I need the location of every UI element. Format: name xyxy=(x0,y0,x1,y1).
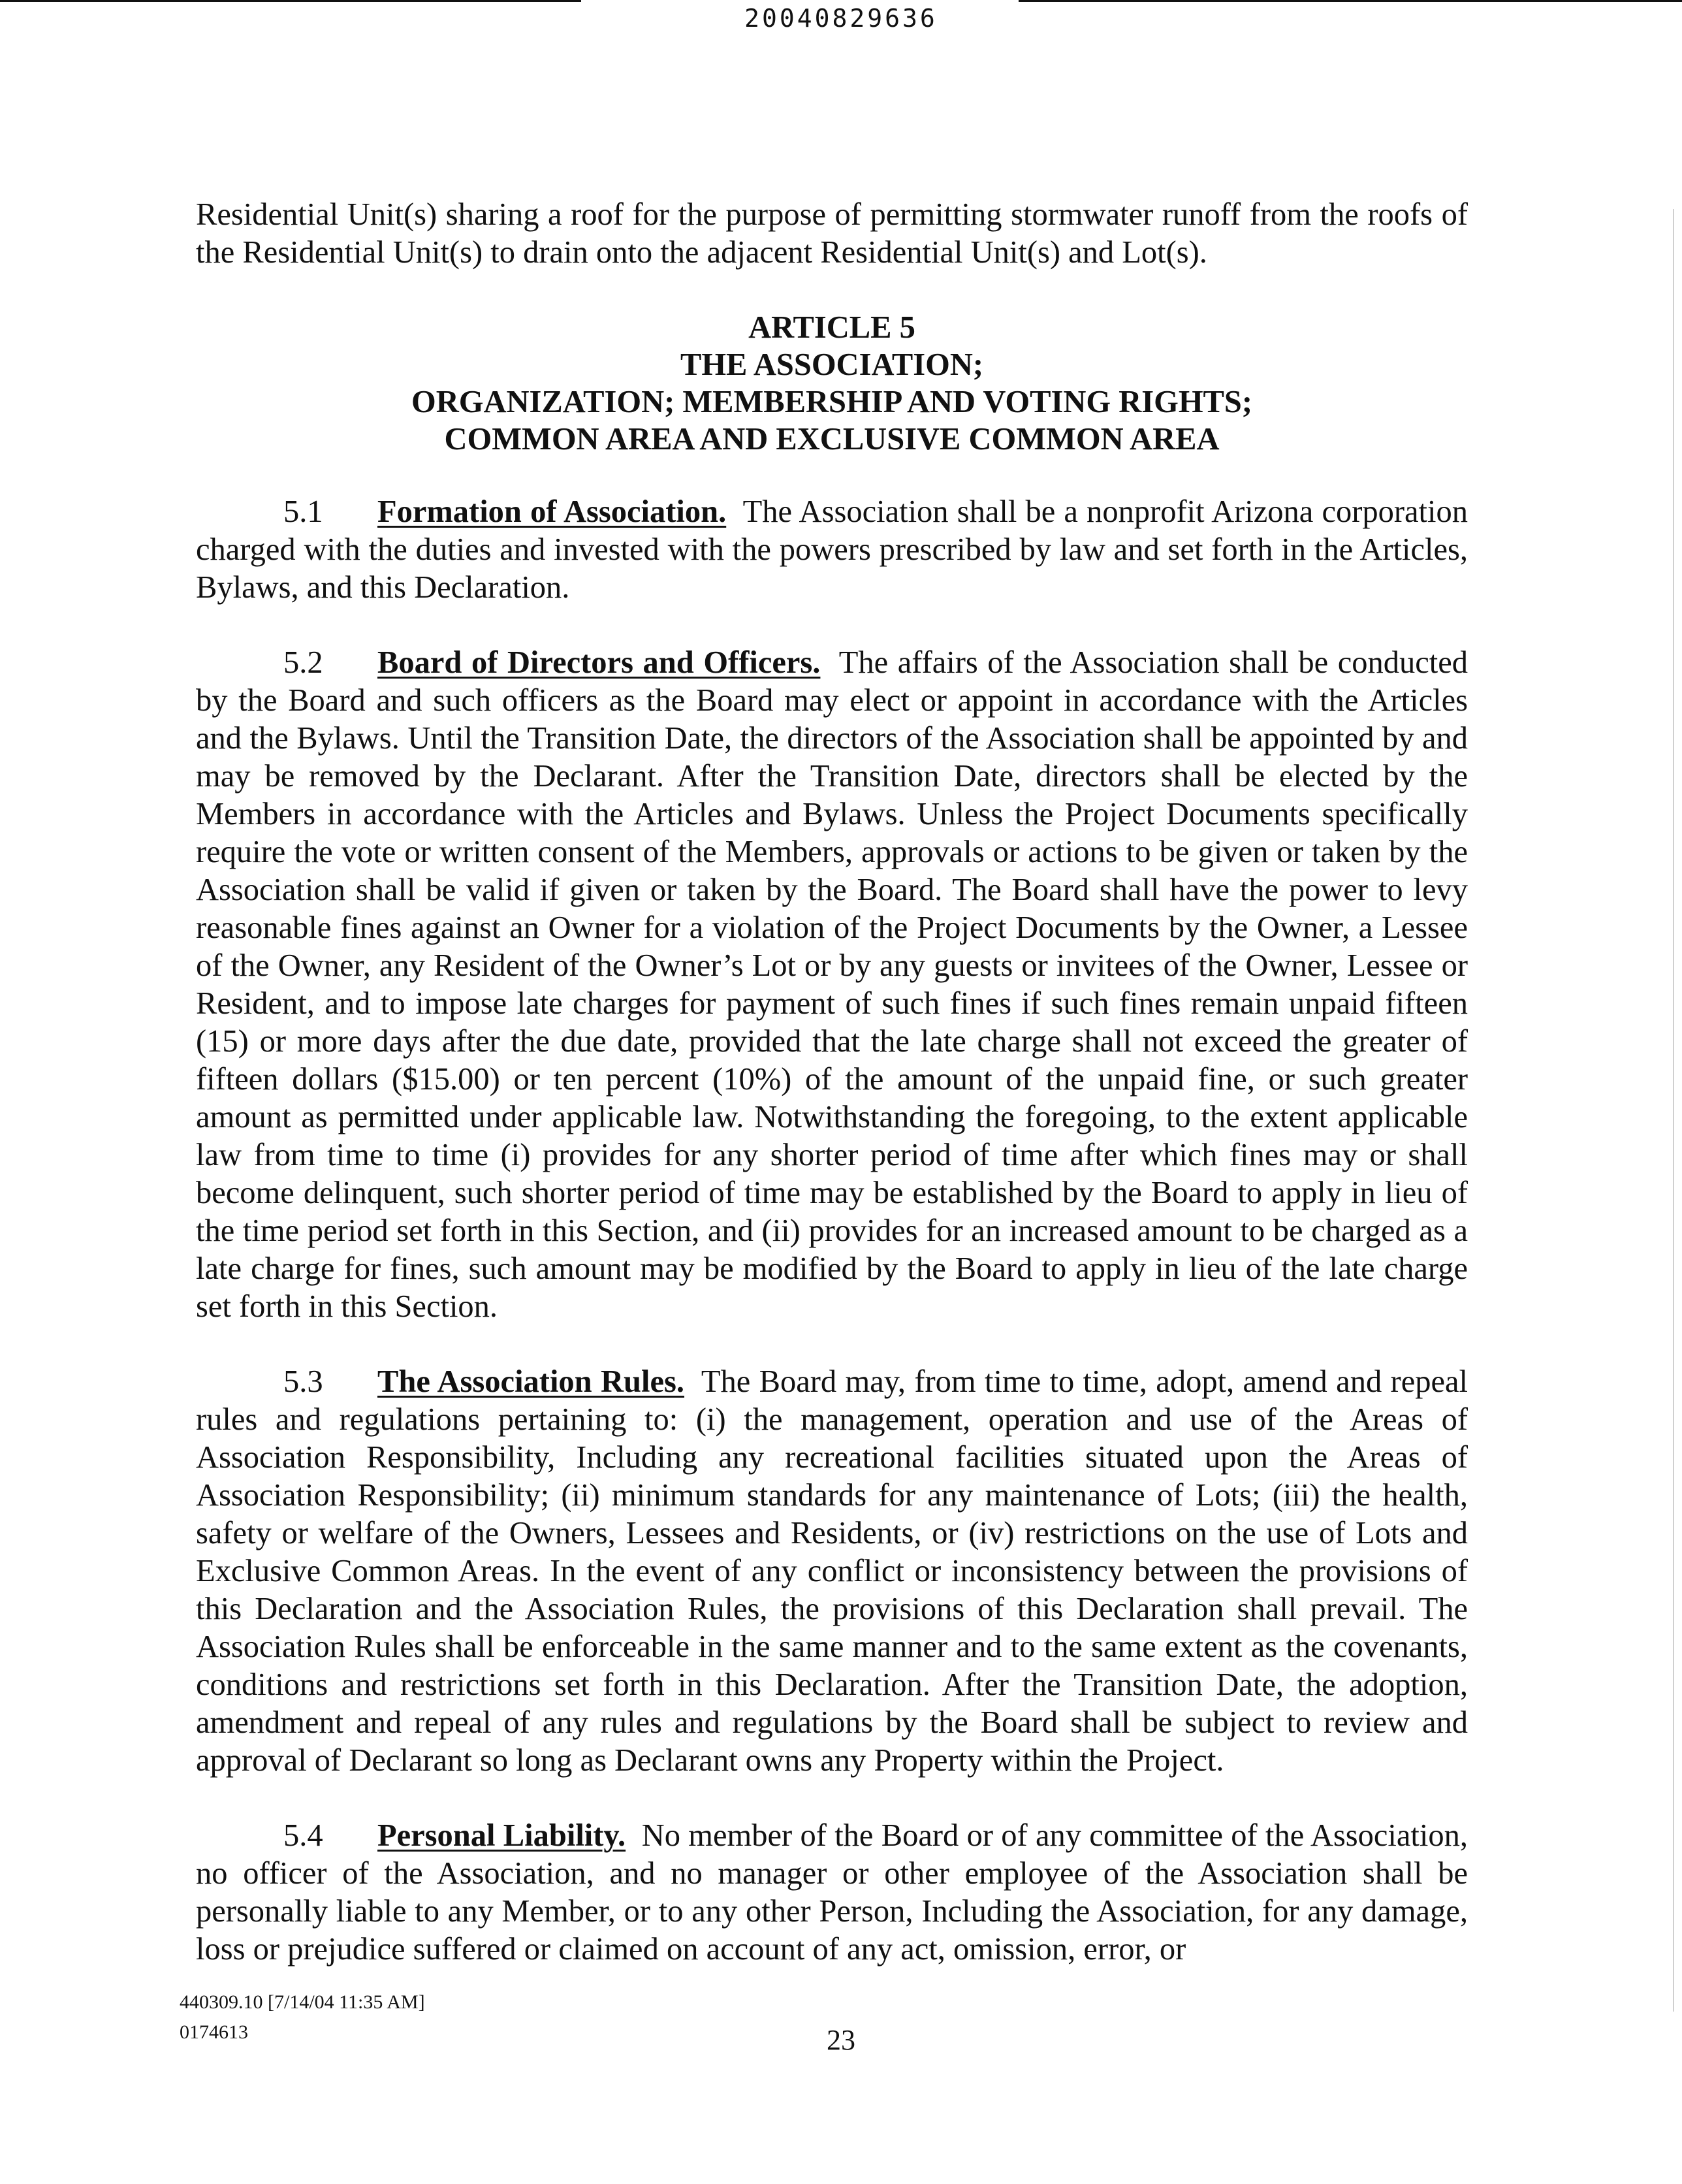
footer-doc-id: 440309.10 [7/14/04 11:35 AM] xyxy=(180,1991,425,2013)
section-5-4 xyxy=(196,1817,1468,1968)
continuation-paragraph: Residential Unit(s) sharing a roof for the purpose of permitting stormwater runoff from the roofs of the Residential Unit(s) to drain onto the adjacent Residential Unit(s) and Lot(s). xyxy=(196,197,1468,270)
section-5-2 xyxy=(196,644,1468,1326)
article-heading xyxy=(196,309,1468,458)
section-title: Personal Liability. xyxy=(377,1818,626,1853)
scan-top-rule-left xyxy=(0,0,581,2)
section-title: Formation of Association. xyxy=(377,494,727,529)
article-subtitle: ORGANIZATION; MEMBERSHIP AND VOTING RIGHTS; xyxy=(411,385,1253,419)
footer-client-code: 0174613 xyxy=(180,2021,248,2043)
section-number: 5.4 xyxy=(283,1818,323,1853)
section-number: 5.2 xyxy=(283,645,323,680)
section-text: The Association shall be a nonprofit Arizona corporation charged with the duties and invested with the powers prescribed by law and set forth in the Articles, Bylaws, and this Declaration. xyxy=(196,494,1468,605)
section-text: No member of the Board or of any committee of the Association, no officer of the Association, and no manager or other employee of the Association shall be personally liable to any Member, or to any other Person, Including the Association, for any damage, loss or prejudice suffered or claimed on account of any act, omission, error, or xyxy=(196,1818,1468,1967)
article-title: THE ASSOCIATION; xyxy=(680,347,984,382)
section-text: The affairs of the Association shall be conducted by the Board and such officers as the Board may elect or appoint in accordance with the Articles and the Bylaws. Until the Transition Date, the directors of the Association shall be appointed by and may be removed by the Declarant. After the Transition Date, directors shall be elected by the Members in accordance with the Articles and Bylaws. Unless the Project Documents specifically require the vote or written consent of the Members, approvals or actions to be given or taken by the Association shall be valid if given or taken by the Board. The Board shall have the power to levy reasonable fines against an Owner for a violation of the Project Documents by the Owner, a Lessee of the Owner, any Resident of the Owner’s Lot or by any guests or invitees of the Owner, Lessee or Resident, and to impose late charges for payment of such fines if such fines remain unpaid fifteen (15) or more days after the due date, provided that the late charge shall not exceed the greater of fifteen dollars ($15.00) or ten percent (10%) of the amount of the unpaid fine, or such greater amount as permitted under applicable law. Notwithstanding the foregoing, to the extent applicable law from time to time (i) provides for any shorter period of time after which fines may or shall become delinquent, such shorter period of time may be established by the Board to apply in lieu of the time period set forth in this Section, and (ii) provides for an increased amount to be charged as a late charge for fines, such amount may be modified by the Board to apply in lieu of the late charge set forth in this Section. xyxy=(196,645,1468,1324)
article-subtitle-2: COMMON AREA AND EXCLUSIVE COMMON AREA xyxy=(444,422,1220,457)
section-title: Board of Directors and Officers. xyxy=(377,645,821,680)
document-body xyxy=(196,196,1468,1968)
scan-edge-line xyxy=(1673,209,1674,2012)
recording-number: 20040829636 xyxy=(744,4,938,33)
scan-top-rule-right xyxy=(1019,0,1682,2)
section-number: 5.1 xyxy=(283,494,323,529)
section-5-1 xyxy=(196,493,1468,607)
section-title: The Association Rules. xyxy=(377,1364,685,1399)
section-text: The Board may, from time to time, adopt, amend and repeal rules and regulations pertaining to: (i) the management, operation and use of the Areas of Association Responsibility, Including any recreational facilities situated upon the Areas of Association Responsibility; (ii) minimum standards for any maintenance of Lots; (iii) the health, safety or welfare of the Owners, Lessees and Residents, or (iv) restrictions on the use of Lots and Exclusive Common Areas. In the event of any conflict or inconsistency between the provisions of this Declaration and the Association Rules, the provisions of this Declaration shall prevail. The Association Rules shall be enforceable in the same manner and to the same extent as the covenants, conditions and restrictions set forth in this Declaration. After the Transition Date, the adoption, amendment and repeal of any rules and regulations by the Board shall be subject to review and approval of Declarant so long as Declarant owns any Property within the Project. xyxy=(196,1364,1468,1778)
article-number: ARTICLE 5 xyxy=(748,310,915,345)
page-number: 23 xyxy=(827,2024,855,2056)
section-5-3 xyxy=(196,1363,1468,1780)
section-number: 5.3 xyxy=(283,1364,323,1399)
